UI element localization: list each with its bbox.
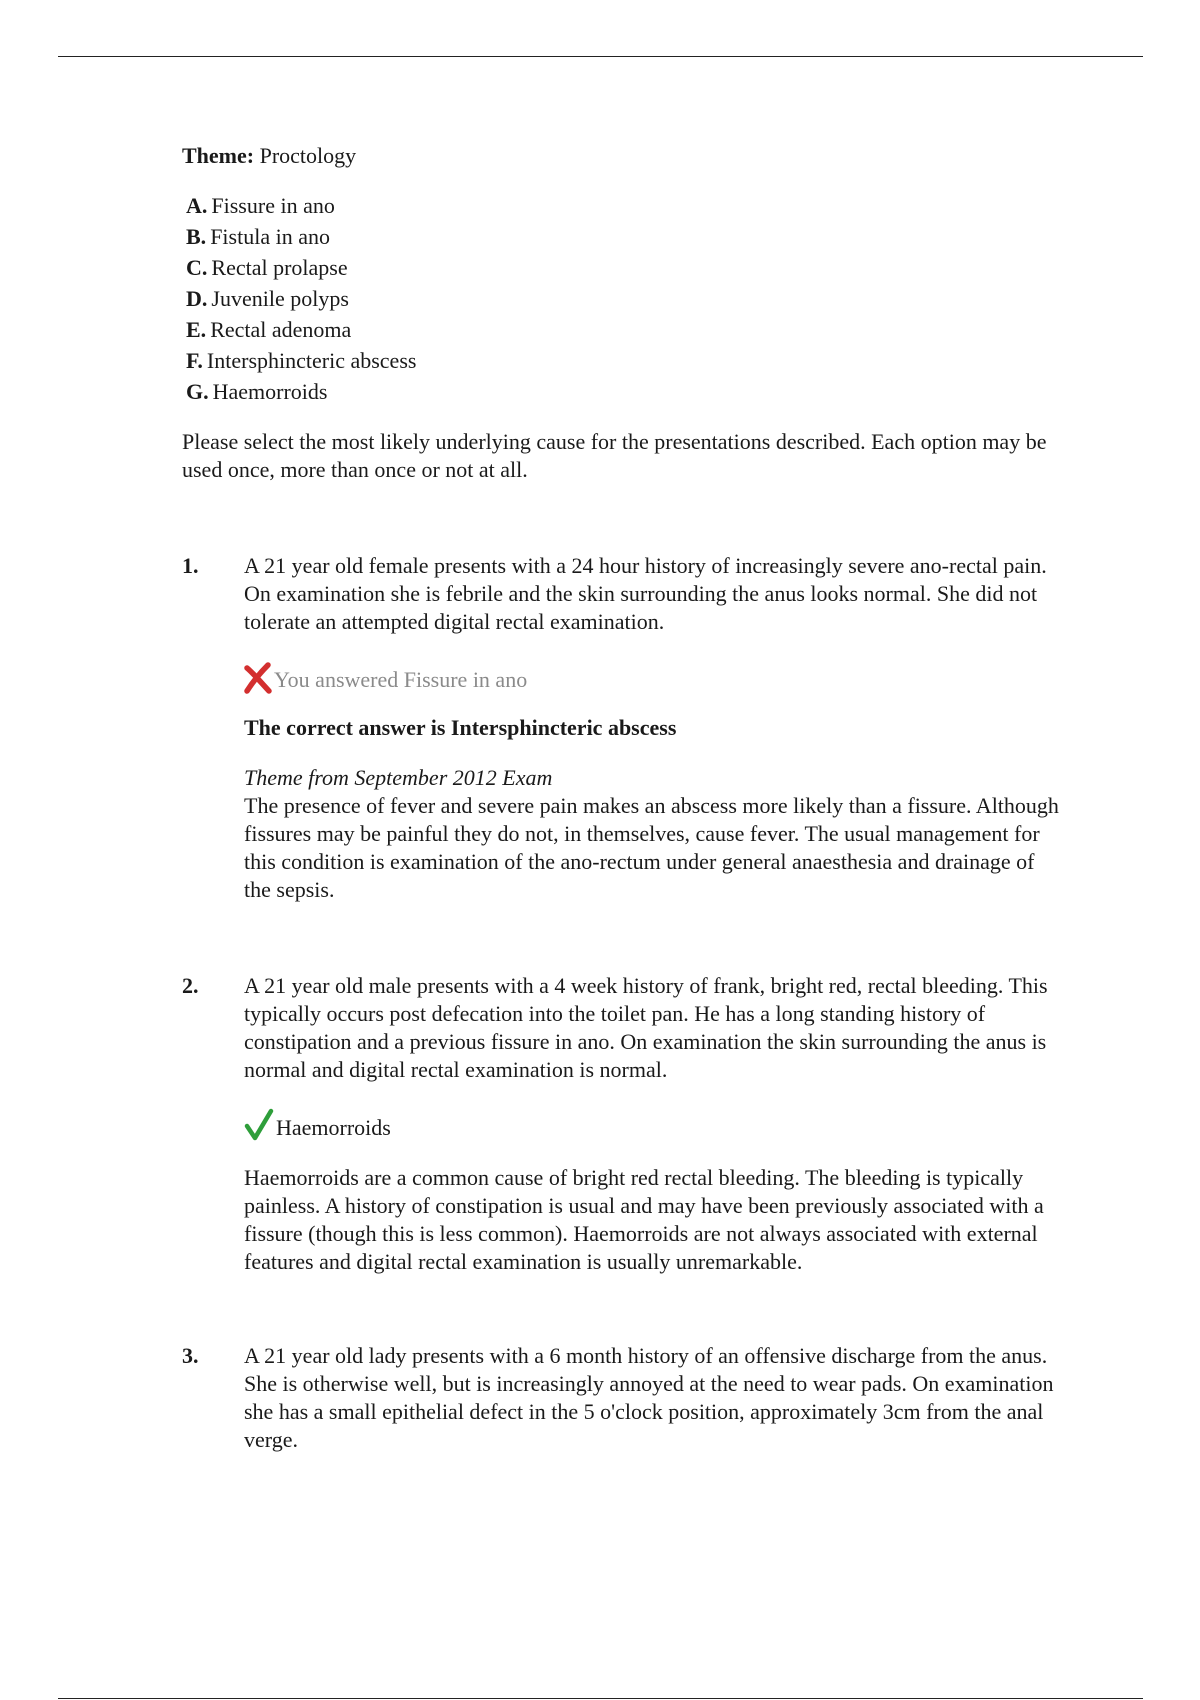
correct-answer-heading: The correct answer is Intersphincteric abscess xyxy=(244,715,677,740)
explanation-text: Haemorroids are a common cause of bright red rectal bleeding. The bleeding is typically painless. A history of constipation is usual and may have been previously associated with a fissure (though this is less common). Haemorroids are not always associated with external features and digital rectal examination is usually unremarkable. xyxy=(244,1165,1044,1274)
option-letter: C. xyxy=(186,255,208,280)
option-item xyxy=(186,345,1062,376)
option-text: Rectal prolapse xyxy=(211,255,348,280)
explanation-text: The presence of fever and severe pain makes an abscess more likely than a fissure. Although fissures may be painful they do not, in themselves, cause fever. The usual management for this condition is examination of the ano-rectum under general anaesthesia and drainage of the sepsis. xyxy=(244,793,1059,902)
option-item xyxy=(186,252,1062,283)
option-item xyxy=(186,221,1062,252)
instructions: Please select the most likely underlying cause for the presentations described. Each option may be used once, more than once or not at all. xyxy=(182,429,1047,482)
question-text: A 21 year old female presents with a 24 hour history of increasingly severe ano-rectal pain. On examination she is febrile and the skin surrounding the anus looks normal. She did not tolerate an attempted digital rectal examination. xyxy=(244,553,1047,634)
your-answer-line xyxy=(244,658,1062,694)
option-item xyxy=(186,376,1062,407)
option-text: Haemorroids xyxy=(212,379,328,404)
question-3 xyxy=(182,1342,1062,1454)
option-text: Fistula in ano xyxy=(210,224,330,249)
question-2 xyxy=(182,972,1062,1276)
option-item xyxy=(186,314,1062,345)
question-1 xyxy=(182,552,1062,904)
option-item xyxy=(186,283,1062,314)
option-letter: A. xyxy=(186,193,208,218)
theme-line xyxy=(182,142,1062,170)
question-text: A 21 year old male presents with a 4 week history of frank, bright red, rectal bleeding. This typically occurs post defecation into the toilet pan. He has a long standing history of constipation and a previous fissure in ano. On examination the skin surrounding the anus is normal and digital rectal examination is normal. xyxy=(244,973,1048,1082)
option-letter: E. xyxy=(186,317,207,342)
option-list xyxy=(186,190,1062,407)
option-text: Juvenile polyps xyxy=(211,286,349,311)
option-text: Fissure in ano xyxy=(211,193,335,218)
question-number: 2. xyxy=(182,973,199,998)
top-rule xyxy=(58,56,1143,57)
exam-source: Theme from September 2012 Exam xyxy=(244,765,553,790)
your-answer-line xyxy=(244,1106,1062,1142)
theme-value: Proctology xyxy=(259,143,357,168)
cross-icon xyxy=(244,662,272,694)
option-letter: D. xyxy=(186,286,208,311)
question-text: A 21 year old lady presents with a 6 month history of an offensive discharge from the anus. She is otherwise well, but is increasingly annoyed at the need to wear pads. On examination she has a small epithelial defect in the 5 o'clock position, approximately 3cm from the anal verge. xyxy=(244,1343,1054,1452)
check-icon xyxy=(244,1108,274,1142)
your-answer-text: You answered Fissure in ano xyxy=(274,667,528,692)
option-text: Intersphincteric abscess xyxy=(206,348,417,373)
option-letter: B. xyxy=(186,224,207,249)
theme-label: Theme: xyxy=(182,143,255,168)
option-letter: G. xyxy=(186,379,209,404)
option-text: Rectal adenoma xyxy=(210,317,352,342)
question-content xyxy=(182,142,1062,1454)
question-number: 3. xyxy=(182,1343,199,1368)
your-answer-text: Haemorroids xyxy=(276,1115,391,1140)
option-item xyxy=(186,190,1062,221)
question-number: 1. xyxy=(182,553,199,578)
option-letter: F. xyxy=(186,348,203,373)
bottom-rule xyxy=(58,1698,1143,1699)
